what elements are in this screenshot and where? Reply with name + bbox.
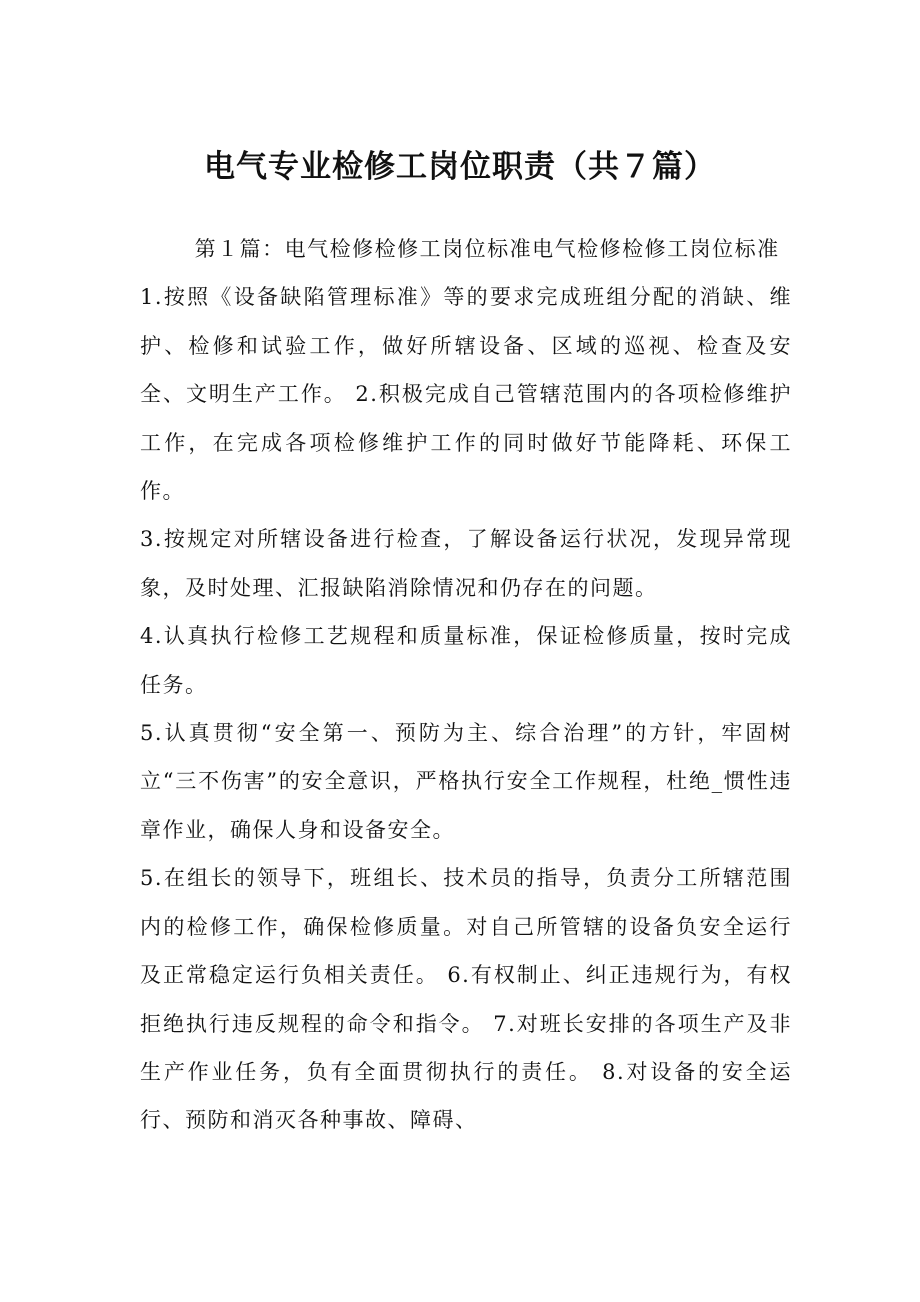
duty-paragraph-3: 3.按规定对所辖设备进行检查，了解设备运行状况，发现异常现象，及时处理、汇报缺陷消除情况和仍存在的问题。 xyxy=(140,527,792,600)
duty-paragraph-5-safety: 5.认真贯彻“安全第一、预防为主、综合治理”的方针，牢固树立“三不伤害”的安全意识，严格执行安全工作规程，杜绝_惯性违章作业，确保人身和设备安全。 xyxy=(140,721,792,842)
document-title: 电气专业检修工岗位职责（共７篇） xyxy=(204,149,716,185)
duty-paragraph-5-leadership: 5.在组长的领导下，班组长、技术员的指导，负责分工所辖范围内的检修工作，确保检修质量。对自己所管辖的设备负安全运行及正常稳定运行负相关责任。 6.有权制止、纠正违规行为，有权拒绝执行违反规程的命令和指令。 7.对班长安排的各项生产及非生产作业任务，负有全面贯彻执行的责任。 8.对设备的安全运行、预防和消灭各种事故、障碍、 xyxy=(140,866,792,1133)
document-body xyxy=(140,225,792,1145)
duty-paragraph-4: 4.认真执行检修工艺规程和质量标准，保证检修质量，按时完成任务。 xyxy=(140,624,792,697)
duty-paragraph-1: 1.按照《设备缺陷管理标准》等的要求完成班组分配的消缺、维护、检修和试验工作，做好所辖设备、区域的巡视、检查及安全、文明生产工作。 2.积极完成自己管辖范围内的各项检修维护工作，在完成各项检修维护工作的同时做好节能降耗、环保工作。 xyxy=(140,285,792,504)
section-heading-paragraph: 第１篇：电气检修检修工岗位标准电气检修检修工岗位标准 xyxy=(194,237,780,261)
